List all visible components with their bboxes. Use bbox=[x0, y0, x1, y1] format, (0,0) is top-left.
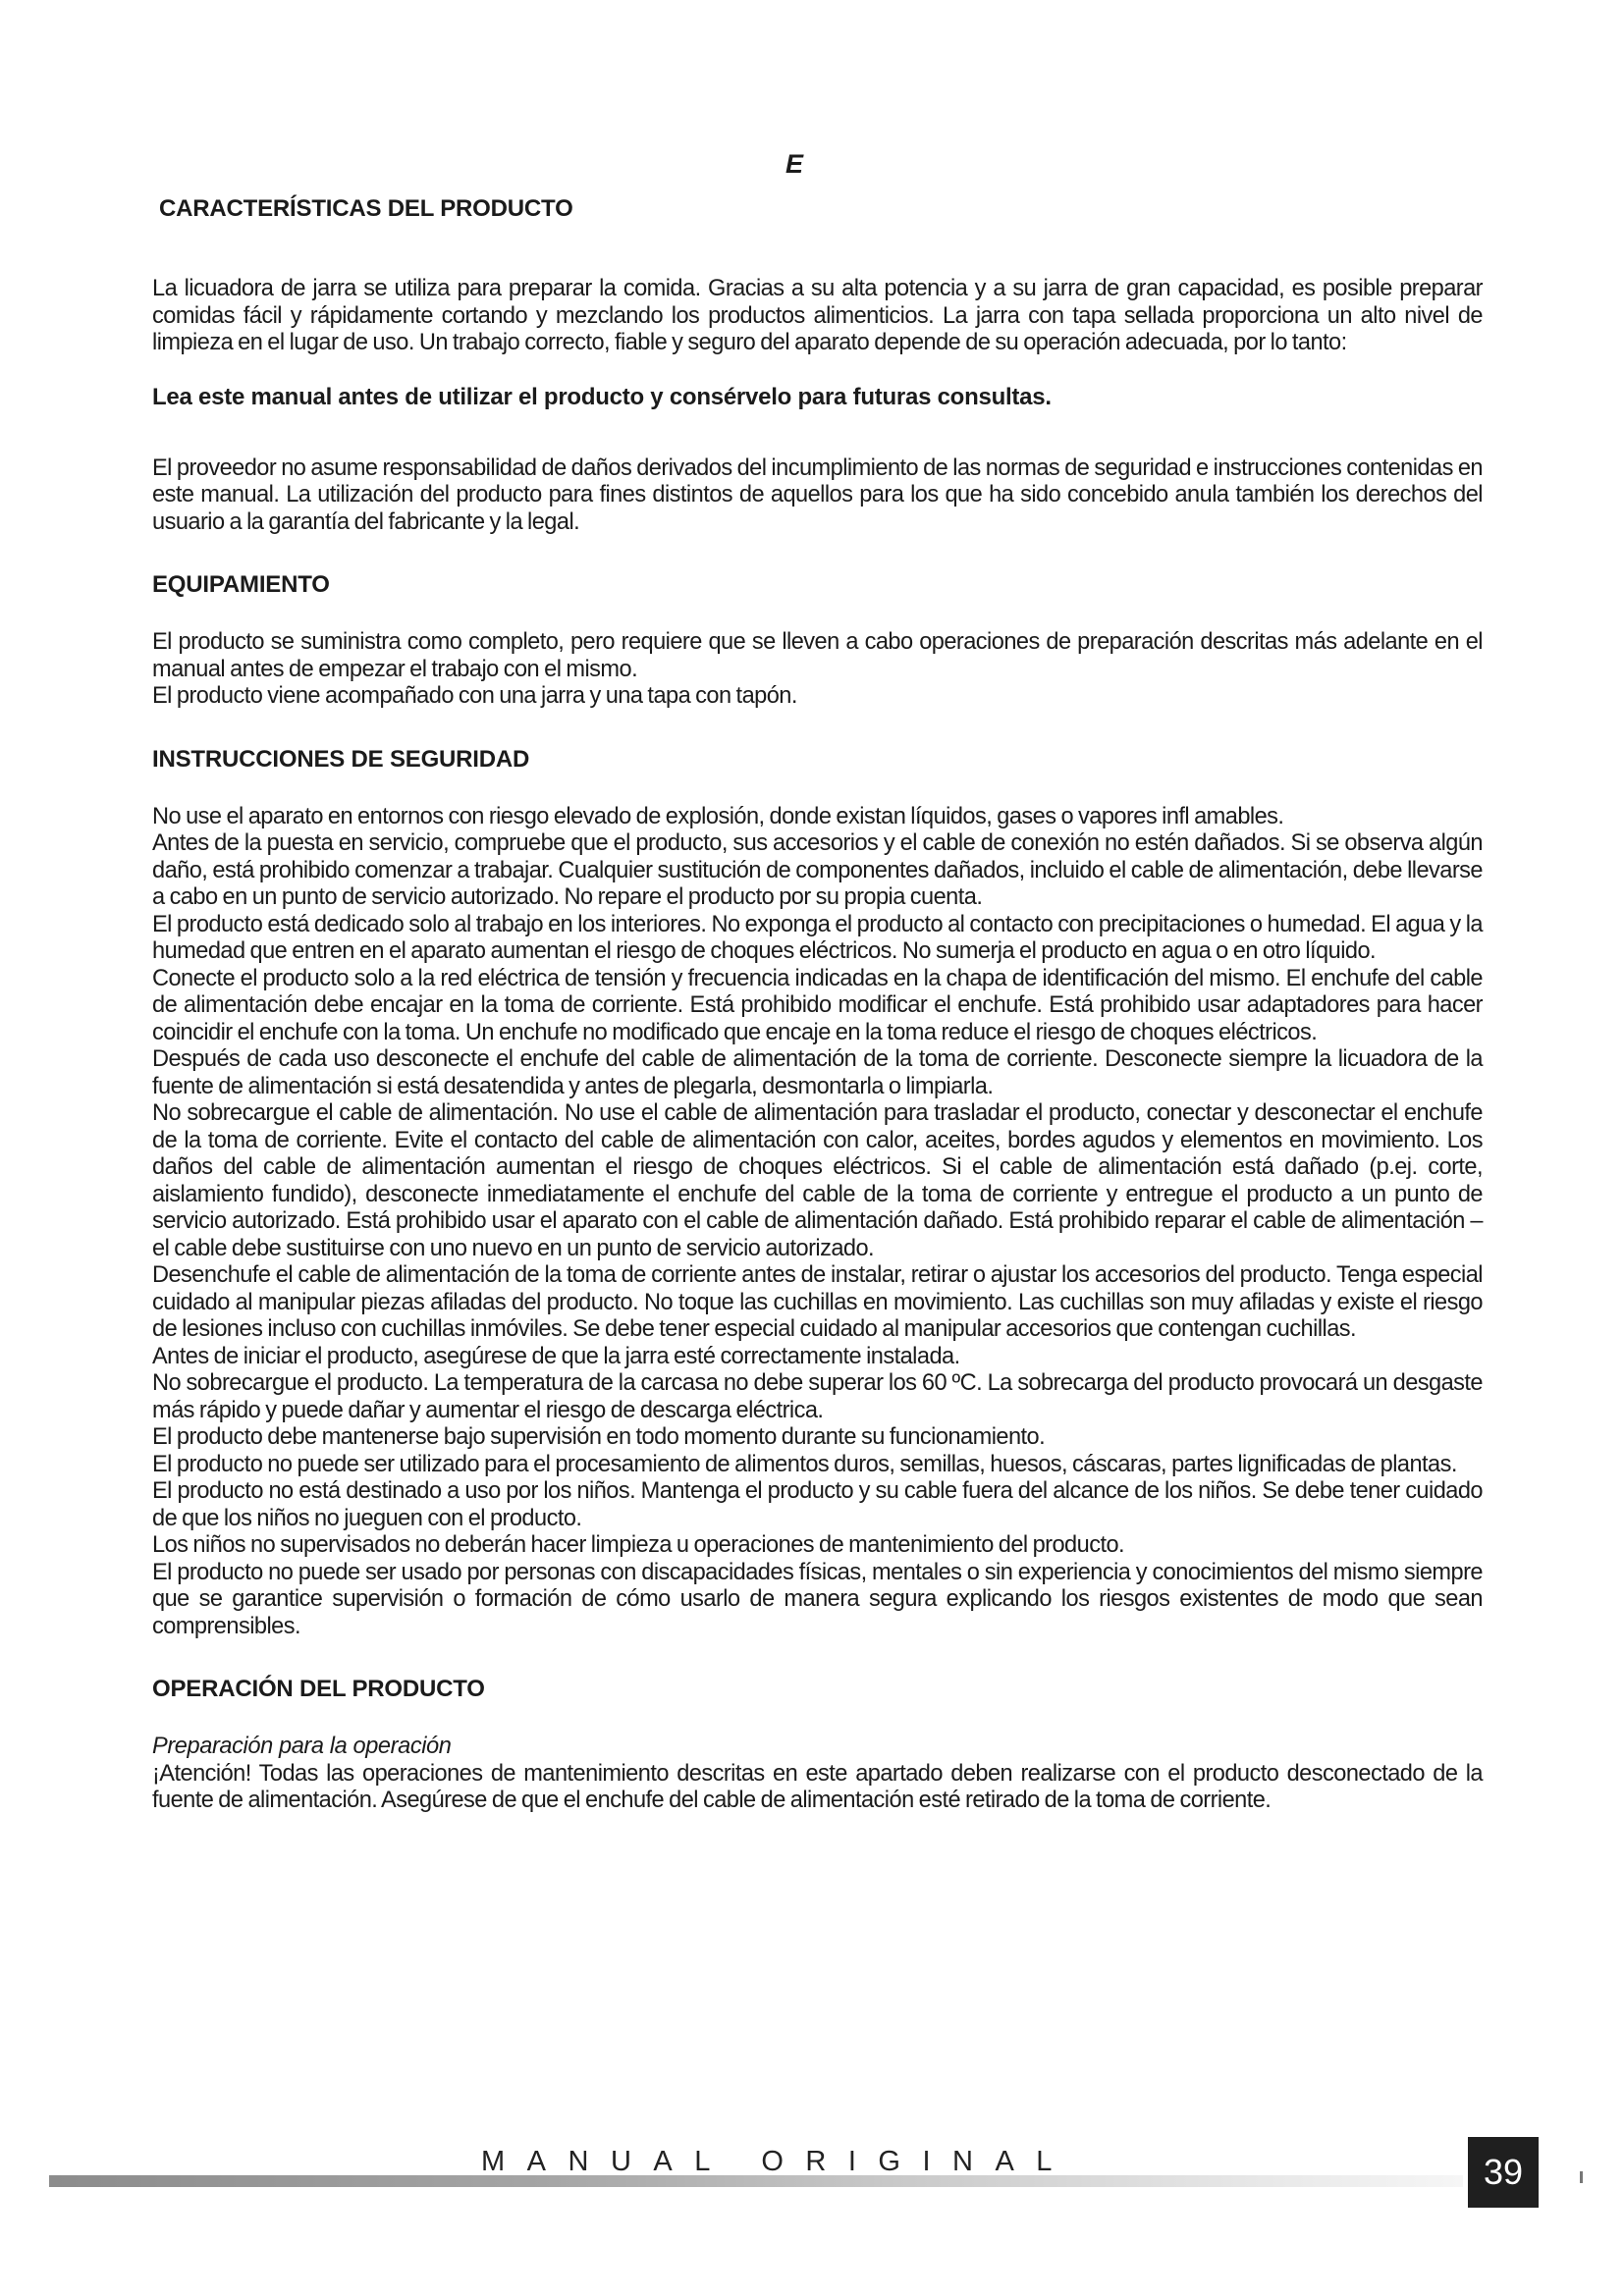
liability-paragraph: El proveedor no asume responsabilidad de daños derivados del incumplimiento de las normas de seguridad e instrucciones contenidas en este manual. La utilización del producto para fines distintos de aquellos para los que ha sido concebido anula también los derechos del usuario a la garantía del fabricante y la legal. bbox=[152, 454, 1483, 535]
safety-paragraph: No use el aparato en entornos con riesgo elevado de explosión, donde existan líquidos, gases o vapores infl amables. bbox=[152, 803, 1284, 829]
footer-label: MANUAL ORIGINAL bbox=[481, 2146, 1074, 2177]
safety-paragraph: Antes de la puesta en servicio, compruebe que el producto, sus accesorios y el cable de conexión no estén dañados. Si se observa algún daño, está prohibido comenzar a trabajar. Cualquier sustitución de componentes dañados, incluido el cable de alimentación, debe llevarse a cabo en un punto de servicio autorizado. No repare el producto por su propia cuenta. bbox=[152, 830, 1483, 910]
read-manual-note: Lea este manual antes de utilizar el producto y consérvelo para futuras consultas. bbox=[152, 383, 1052, 410]
safety-paragraph: Conecte el producto solo a la red eléctrica de tensión y frecuencia indicadas en la chapa de identificación del mismo. El enchufe del cable de alimentación debe encajar en la toma de corriente. Está prohibido modificar el enchufe. Está prohibido usar adaptadores para hacer coincidir el enchufe con la toma. Un enchufe no modificado que encaje en la toma reduce el riesgo de choques eléctricos. bbox=[152, 965, 1483, 1045]
safety-paragraph: No sobrecargue el producto. La temperatura de la carcasa no debe superar los 60 ºC. La sobrecarga del producto provocará un desgaste más rápido y puede dañar y aumentar el riesgo de descarga eléctrica. bbox=[152, 1370, 1483, 1423]
safety-paragraph: Desenchufe el cable de alimentación de la toma de corriente antes de instalar, retirar o ajustar los accesorios del producto. Tenga especial cuidado al manipular piezas afiladas del producto. No toque las cuchillas en movimiento. Las cuchillas son muy afiladas y existe el riesgo de lesiones incluso con cuchillas inmóviles. Se debe tener especial cuidado al manipular accesorios que contengan cuchillas. bbox=[152, 1262, 1483, 1342]
section-operation bbox=[152, 1675, 1483, 1815]
section-equipment bbox=[152, 570, 1483, 711]
section-title-safety: INSTRUCCIONES DE SEGURIDAD bbox=[152, 745, 530, 773]
safety-paragraph: El producto no puede ser utilizado para el procesamiento de alimentos duros, semillas, huesos, cáscaras, partes lignificadas de plantas. bbox=[152, 1451, 1457, 1477]
language-marker: E bbox=[785, 149, 804, 179]
features-intro: La licuadora de jarra se utiliza para preparar la comida. Gracias a su alta potencia y a su jarra de gran capacidad, es posible preparar comidas fácil y rápidamente cortando y mezclando los productos alimenticios. La jarra con tapa sellada proporciona un alto nivel de limpieza en el lugar de uso. Un trabajo correcto, fiable y seguro del aparato depende de su operación adecuada, por lo tanto: bbox=[152, 276, 1483, 355]
edge-mark bbox=[1580, 2171, 1583, 2183]
equipment-paragraph: El producto viene acompañado con una jarra y una tapa con tapón. bbox=[152, 683, 797, 709]
safety-paragraph: No sobrecargue el cable de alimentación. No use el cable de alimentación para trasladar el producto, conectar y desconectar el enchufe de la toma de corriente. Evite el contacto del cable de alimentación con calor, aceites, bordes agudos y elementos en movimiento. Los daños del cable de alimentación aumentan el riesgo de choques eléctricos. Si el cable de alimentación está dañado (p.ej. corte, aislamiento fundido), desconecte inmediatamente el enchufe del cable de la toma de corriente y entregue el producto a un punto de servicio autorizado. Está prohibido usar el aparato con el cable de alimentación dañado. Está prohibido reparar el cable de alimentación – el cable debe sustituirse con uno nuevo en un punto de servicio autorizado. bbox=[152, 1100, 1483, 1261]
page-number-badge: 39 bbox=[1468, 2137, 1539, 2208]
safety-paragraph: El producto está dedicado solo al trabajo en los interiores. No exponga el producto al contacto con precipitaciones o humedad. El agua y la humedad que entren en el aparato aumentan el riesgo de choques eléctricos. No sumerja el producto en agua o en otro líquido. bbox=[152, 911, 1483, 964]
section-title-equipment: EQUIPAMIENTO bbox=[152, 571, 330, 598]
section-title-operation: OPERACIÓN DEL PRODUCTO bbox=[152, 1676, 485, 1702]
safety-paragraph: El producto debe mantenerse bajo supervisión en todo momento durante su funcionamiento. bbox=[152, 1424, 1046, 1450]
section-title-features: CARACTERÍSTICAS DEL PRODUCTO bbox=[159, 195, 573, 222]
equipment-paragraph: El producto se suministra como completo, pero requiere que se lleven a cabo operaciones de preparación descritas más adelante en el manual antes de empezar el trabajo con el mismo. bbox=[152, 629, 1483, 682]
safety-paragraph: El producto no puede ser usado por personas con discapacidades físicas, mentales o sin experiencia y conocimientos del mismo siempre que se garantice supervisión o formación de cómo usarlo de manera segura explicando los riesgos existentes de modo que sean comprensibles. bbox=[152, 1559, 1483, 1639]
safety-paragraph: Los niños no supervisados no deberán hacer limpieza u operaciones de mantenimiento del producto. bbox=[152, 1532, 1125, 1558]
operation-subtitle: Preparación para la operación bbox=[152, 1734, 452, 1759]
section-safety bbox=[152, 745, 1483, 1641]
safety-paragraph: Después de cada uso desconecte el enchufe del cable de alimentación de la toma de corriente. Desconecte siempre la licuadora de la fuente de alimentación si está desatendida y antes de plegarla, desmontarla o limpiarla. bbox=[152, 1046, 1483, 1099]
safety-paragraph: Antes de iniciar el producto, asegúrese de que la jarra esté correctamente instalada. bbox=[152, 1343, 960, 1369]
operation-paragraph: ¡Atención! Todas las operaciones de mantenimiento descritas en este apartado deben realizarse con el producto desconectado de la fuente de alimentación. Asegúrese de que el enchufe del cable de alimentación esté retirado de la toma de corriente. bbox=[152, 1760, 1483, 1813]
safety-paragraph: El producto no está destinado a uso por los niños. Mantenga el producto y su cable fuera del alcance de los niños. Se debe tener cuidado de que los niños no jueguen con el producto. bbox=[152, 1478, 1483, 1531]
page-content bbox=[152, 194, 1483, 1815]
